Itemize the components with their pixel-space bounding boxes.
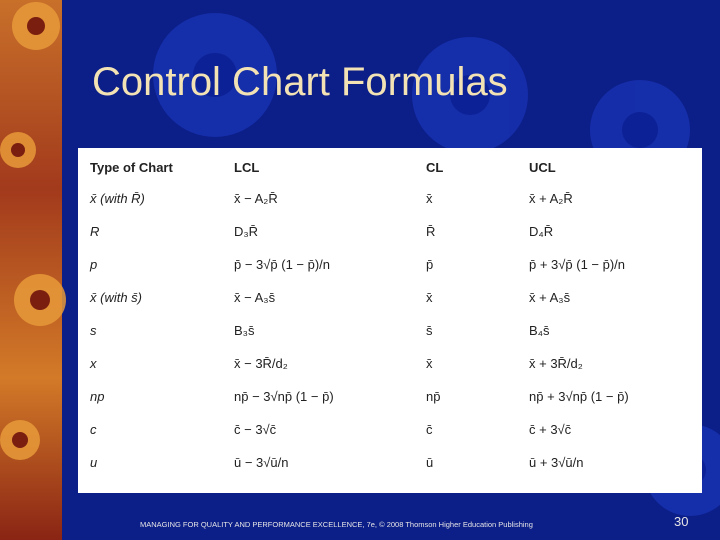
table-row — [90, 182, 699, 215]
table-row — [90, 281, 699, 314]
ucl-cell: x̄ + A₂R̄ — [529, 191, 573, 206]
cl-cell: R̄ — [426, 224, 436, 239]
page-number: 30 — [674, 514, 689, 529]
formula-table-panel — [78, 148, 702, 493]
header-cl: CL — [426, 159, 444, 175]
cl-cell: c̄ — [426, 422, 433, 437]
cl-cell: np̄ — [426, 389, 441, 404]
header-ucl: UCL — [529, 159, 556, 175]
chart-type-cell: x̄ (with R̄) — [90, 191, 145, 206]
cl-cell: s̄ — [426, 323, 433, 338]
cl-cell: x̄ — [426, 191, 433, 206]
ucl-cell: D₄R̄ — [529, 224, 554, 239]
lcl-cell: c̄ − 3√c̄ — [234, 422, 277, 437]
chart-type-cell: x — [90, 356, 97, 371]
lcl-cell: x̄ − 3R̄/d₂ — [234, 356, 288, 371]
cl-cell: ū — [426, 455, 434, 470]
table-row — [90, 446, 699, 479]
control-chart-formula-table — [90, 152, 699, 479]
ucl-cell: ū + 3√ū/n — [529, 455, 584, 470]
slide-title: Control Chart Formulas — [92, 60, 508, 104]
ucl-cell: np̄ + 3√np̄ (1 − p̄) — [529, 389, 629, 404]
lcl-cell: np̄ − 3√np̄ (1 − p̄) — [234, 389, 334, 404]
chart-type-cell: p — [90, 257, 98, 272]
chart-type-cell: np — [90, 389, 105, 404]
cl-cell: x̄ — [426, 290, 433, 305]
ucl-cell: B₄s̄ — [529, 323, 550, 338]
lcl-cell: x̄ − A₂R̄ — [234, 191, 278, 206]
table-row — [90, 347, 699, 380]
ucl-cell: x̄ + A₃s̄ — [529, 290, 571, 305]
table-row — [90, 314, 699, 347]
header-type-of-chart: Type of Chart — [90, 159, 173, 175]
lcl-cell: x̄ − A₃s̄ — [234, 290, 276, 305]
table-row — [90, 380, 699, 413]
ucl-cell: c̄ + 3√c̄ — [529, 422, 572, 437]
table-row — [90, 413, 699, 446]
ucl-cell: x̄ + 3R̄/d₂ — [529, 356, 583, 371]
lcl-cell: ū − 3√ū/n — [234, 455, 289, 470]
table-row — [90, 248, 699, 281]
lcl-cell: D₃R̄ — [234, 224, 259, 239]
cl-cell: p̄ — [426, 257, 434, 272]
lcl-cell: p̄ − 3√p̄ (1 − p̄)/n — [234, 257, 331, 272]
chart-type-cell: c — [90, 422, 97, 437]
table-header-row — [90, 152, 699, 182]
chart-type-cell: s — [90, 323, 97, 338]
chart-type-cell: x̄ (with s̄) — [90, 290, 142, 305]
header-lcl: LCL — [234, 159, 260, 175]
table-row — [90, 215, 699, 248]
footer-copyright: MANAGING FOR QUALITY AND PERFORMANCE EXCELLENCE, 7e, © 2008 Thomson Higher Education Publishing — [140, 520, 533, 529]
ucl-cell: p̄ + 3√p̄ (1 − p̄)/n — [529, 257, 626, 272]
lcl-cell: B₃s̄ — [234, 323, 255, 338]
cl-cell: x̄ — [426, 356, 433, 371]
chart-type-cell: u — [90, 455, 98, 470]
chart-type-cell: R — [90, 224, 100, 239]
